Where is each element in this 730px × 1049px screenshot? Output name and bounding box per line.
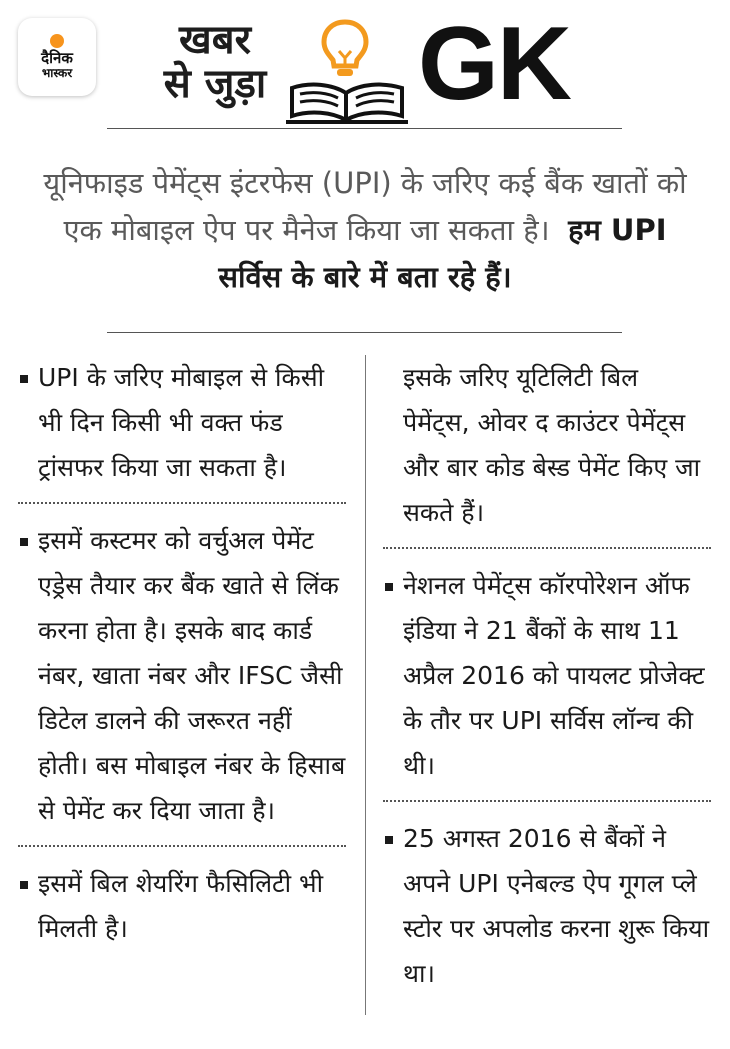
fact-item-continued: इसके जरिए यूटिलिटी बिल पेमेंट्स, ओवर द काउंटर पेमेंट्स और बार कोड बेस्ड पेमेंट किए जा सकते हैं।: [403, 363, 701, 527]
intro-paragraph: [40, 160, 690, 301]
fact-item: नेशनल पेमेंट्स कॉरपोरेशन ऑफ इंडिया ने 21 बैंकों के साथ 11 अप्रैल 2016 को पायलट प्रोजेक्ट के तौर पर UPI सर्विस लॉन्च की थी।: [383, 563, 711, 788]
fact-item: UPI के जरिए मोबाइल से किसी भी दिन किसी भी वक्त फंड ट्रांसफर किया जा सकता है।: [18, 355, 346, 490]
logo-line-1: दैनिक: [41, 49, 73, 67]
intro-text: यूनिफाइड पेमेंट्स इंटरफेस (UPI) के जरिए कई बैंक खातों को एक मोबाइल ऐप पर मैनेज किया जा सकता है।: [43, 166, 687, 247]
book-icon: [286, 80, 408, 124]
right-column: [383, 355, 711, 996]
logo-line-2: भास्कर: [41, 66, 73, 80]
dotted-separator: [18, 845, 346, 847]
header-divider: [107, 128, 622, 129]
fact-item: इसमें कस्टमर को वर्चुअल पेमेंट एड्रेस तैयार कर बैंक खाते से लिंक करना होता है। इसके बाद कार्ड नंबर, खाता नंबर और IFSC जैसी डिटेल डालने की जरूरत नहीं होती। बस मोबाइल नंबर के हिसाब से पेमेंट कर दिया जाता है।: [18, 518, 346, 833]
intro-bold-text: हम UPI सर्विस के बारे में बता रहे हैं।: [218, 213, 667, 294]
intro-divider: [107, 332, 622, 333]
header-line-1: खबर: [179, 17, 251, 63]
dainik-bhaskar-logo: [18, 18, 96, 96]
header-line-2: से जुड़ा: [163, 61, 267, 107]
left-column: [18, 355, 346, 951]
dotted-separator: [383, 800, 711, 802]
sun-icon: [50, 34, 64, 48]
column-divider: [365, 355, 366, 1015]
gk-title: GK: [418, 6, 570, 122]
fact-item: इसमें बिल शेयरिंग फैसिलिटी भी मिलती है।: [18, 861, 346, 951]
dotted-separator: [383, 547, 711, 549]
lightbulb-icon: [318, 18, 372, 80]
dotted-separator: [18, 502, 346, 504]
fact-item: 25 अगस्त 2016 से बैंकों ने अपने UPI एनेबल्ड ऐप गूगल प्ले स्टोर पर अपलोड करना शुरू किया था।: [383, 816, 711, 996]
header-title: [150, 18, 280, 106]
